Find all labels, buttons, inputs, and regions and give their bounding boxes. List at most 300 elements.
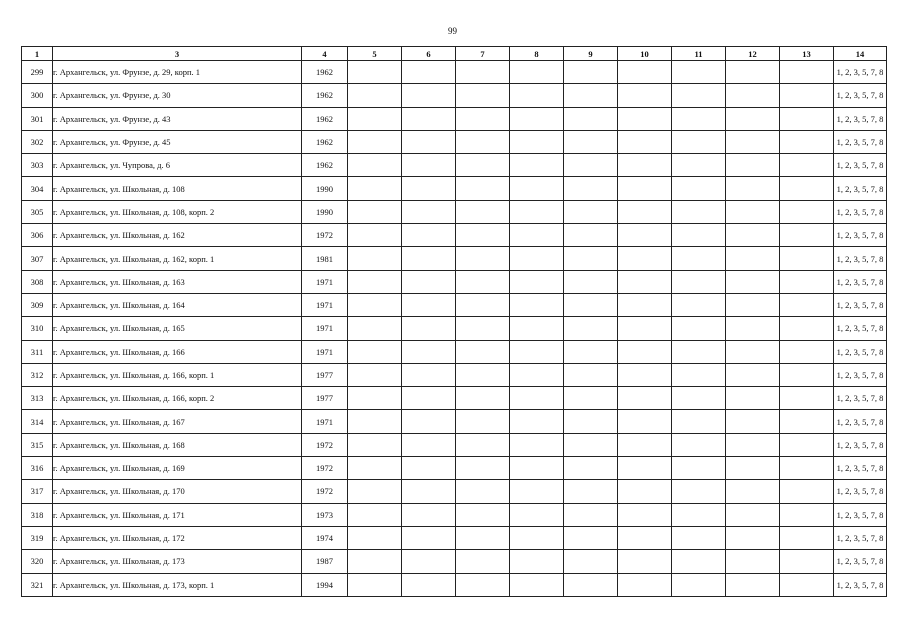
empty-cell [726,177,780,200]
empty-cell [672,200,726,223]
table-row [22,387,887,410]
empty-cell [510,457,564,480]
column-header: 4 [302,47,348,61]
column-header: 9 [564,47,618,61]
notes-cell: 1, 2, 3, 5, 7, 8 [834,317,887,340]
empty-cell [618,503,672,526]
empty-cell [402,84,456,107]
table-row [22,154,887,177]
year-cell: 1962 [302,107,348,130]
empty-cell [780,107,834,130]
empty-cell [672,573,726,596]
column-header: 8 [510,47,564,61]
empty-cell [564,224,618,247]
empty-cell [564,480,618,503]
notes-cell: 1, 2, 3, 5, 7, 8 [834,270,887,293]
year-cell: 1971 [302,340,348,363]
empty-cell [456,247,510,270]
empty-cell [510,550,564,573]
notes-cell: 1, 2, 3, 5, 7, 8 [834,410,887,433]
empty-cell [726,224,780,247]
address-cell: г. Архангельск, ул. Школьная, д. 172 [53,526,302,549]
row-number-cell: 321 [22,573,53,596]
empty-cell [402,340,456,363]
column-header: 10 [618,47,672,61]
column-header: 6 [402,47,456,61]
empty-cell [726,293,780,316]
empty-cell [672,107,726,130]
table-row [22,526,887,549]
empty-cell [510,200,564,223]
notes-cell: 1, 2, 3, 5, 7, 8 [834,154,887,177]
empty-cell [510,573,564,596]
notes-cell: 1, 2, 3, 5, 7, 8 [834,293,887,316]
table-body [22,61,887,597]
row-number-cell: 312 [22,363,53,386]
empty-cell [456,340,510,363]
empty-cell [726,130,780,153]
empty-cell [726,200,780,223]
empty-cell [672,503,726,526]
empty-cell [510,270,564,293]
empty-cell [618,200,672,223]
empty-cell [726,550,780,573]
empty-cell [672,410,726,433]
empty-cell [618,270,672,293]
year-cell: 1972 [302,433,348,456]
notes-cell: 1, 2, 3, 5, 7, 8 [834,526,887,549]
table-row [22,363,887,386]
year-cell: 1962 [302,154,348,177]
empty-cell [672,457,726,480]
empty-cell [780,293,834,316]
column-header: 1 [22,47,53,61]
empty-cell [456,154,510,177]
year-cell: 1973 [302,503,348,526]
empty-cell [618,177,672,200]
empty-cell [564,340,618,363]
empty-cell [510,61,564,84]
empty-cell [348,480,402,503]
empty-cell [456,573,510,596]
empty-cell [780,410,834,433]
table-row [22,293,887,316]
address-cell: г. Архангельск, ул. Школьная, д. 167 [53,410,302,433]
empty-cell [780,503,834,526]
empty-cell [564,154,618,177]
empty-cell [726,457,780,480]
empty-cell [564,317,618,340]
empty-cell [618,130,672,153]
column-header: 14 [834,47,887,61]
empty-cell [348,293,402,316]
empty-cell [510,154,564,177]
table-row [22,270,887,293]
table-row [22,340,887,363]
empty-cell [510,526,564,549]
notes-cell: 1, 2, 3, 5, 7, 8 [834,84,887,107]
table-row [22,433,887,456]
empty-cell [348,177,402,200]
table-row [22,410,887,433]
row-number-cell: 317 [22,480,53,503]
empty-cell [510,503,564,526]
empty-cell [618,387,672,410]
empty-cell [618,293,672,316]
empty-cell [456,107,510,130]
table-row [22,61,887,84]
row-number-cell: 318 [22,503,53,526]
empty-cell [564,177,618,200]
address-cell: г. Архангельск, ул. Фрунзе, д. 43 [53,107,302,130]
empty-cell [402,503,456,526]
empty-cell [672,270,726,293]
empty-cell [618,154,672,177]
address-cell: г. Архангельск, ул. Школьная, д. 169 [53,457,302,480]
year-cell: 1987 [302,550,348,573]
address-cell: г. Архангельск, ул. Чупрова, д. 6 [53,154,302,177]
empty-cell [348,317,402,340]
year-cell: 1994 [302,573,348,596]
empty-cell [510,130,564,153]
empty-cell [564,387,618,410]
row-number-cell: 300 [22,84,53,107]
address-cell: г. Архангельск, ул. Школьная, д. 166, корп. 1 [53,363,302,386]
empty-cell [564,363,618,386]
table-row [22,130,887,153]
notes-cell: 1, 2, 3, 5, 7, 8 [834,480,887,503]
empty-cell [672,340,726,363]
empty-cell [348,387,402,410]
empty-cell [618,247,672,270]
empty-cell [402,293,456,316]
empty-cell [672,224,726,247]
year-cell: 1971 [302,410,348,433]
empty-cell [618,61,672,84]
empty-cell [672,61,726,84]
empty-cell [726,270,780,293]
table-row [22,177,887,200]
year-cell: 1972 [302,480,348,503]
empty-cell [618,457,672,480]
empty-cell [564,410,618,433]
empty-cell [780,480,834,503]
empty-cell [402,130,456,153]
empty-cell [510,433,564,456]
year-cell: 1971 [302,293,348,316]
column-header: 13 [780,47,834,61]
table-row [22,224,887,247]
notes-cell: 1, 2, 3, 5, 7, 8 [834,247,887,270]
empty-cell [456,410,510,433]
column-header: 11 [672,47,726,61]
row-number-cell: 309 [22,293,53,316]
empty-cell [456,457,510,480]
table-row [22,200,887,223]
address-cell: г. Архангельск, ул. Школьная, д. 162 [53,224,302,247]
year-cell: 1971 [302,317,348,340]
empty-cell [348,410,402,433]
empty-cell [672,177,726,200]
table-row [22,457,887,480]
empty-cell [672,526,726,549]
year-cell: 1962 [302,130,348,153]
empty-cell [510,363,564,386]
table-header-row [22,47,887,61]
empty-cell [564,550,618,573]
table-row [22,317,887,340]
year-cell: 1972 [302,224,348,247]
table-row [22,84,887,107]
empty-cell [402,387,456,410]
address-cell: г. Архангельск, ул. Школьная, д. 168 [53,433,302,456]
row-number-cell: 299 [22,61,53,84]
address-cell: г. Архангельск, ул. Школьная, д. 173 [53,550,302,573]
empty-cell [402,457,456,480]
empty-cell [564,293,618,316]
empty-cell [348,200,402,223]
address-cell: г. Архангельск, ул. Школьная, д. 170 [53,480,302,503]
address-cell: г. Архангельск, ул. Школьная, д. 165 [53,317,302,340]
empty-cell [564,130,618,153]
empty-cell [726,387,780,410]
empty-cell [510,107,564,130]
empty-cell [456,317,510,340]
empty-cell [456,433,510,456]
empty-cell [402,154,456,177]
notes-cell: 1, 2, 3, 5, 7, 8 [834,61,887,84]
empty-cell [456,550,510,573]
notes-cell: 1, 2, 3, 5, 7, 8 [834,200,887,223]
table-row [22,503,887,526]
row-number-cell: 315 [22,433,53,456]
address-cell: г. Архангельск, ул. Школьная, д. 166, корп. 2 [53,387,302,410]
empty-cell [510,387,564,410]
empty-cell [726,363,780,386]
empty-cell [780,550,834,573]
empty-cell [348,457,402,480]
notes-cell: 1, 2, 3, 5, 7, 8 [834,550,887,573]
address-cell: г. Архангельск, ул. Школьная, д. 163 [53,270,302,293]
table-row [22,247,887,270]
empty-cell [726,340,780,363]
empty-cell [402,247,456,270]
empty-cell [510,340,564,363]
row-number-cell: 303 [22,154,53,177]
empty-cell [780,270,834,293]
row-number-cell: 313 [22,387,53,410]
year-cell: 1972 [302,457,348,480]
notes-cell: 1, 2, 3, 5, 7, 8 [834,503,887,526]
empty-cell [672,550,726,573]
empty-cell [564,84,618,107]
empty-cell [618,340,672,363]
empty-cell [672,247,726,270]
table-row [22,550,887,573]
empty-cell [672,293,726,316]
empty-cell [726,154,780,177]
empty-cell [672,84,726,107]
empty-cell [564,503,618,526]
row-number-cell: 302 [22,130,53,153]
empty-cell [348,84,402,107]
empty-cell [672,154,726,177]
empty-cell [780,61,834,84]
year-cell: 1981 [302,247,348,270]
empty-cell [402,433,456,456]
empty-cell [780,154,834,177]
empty-cell [456,224,510,247]
notes-cell: 1, 2, 3, 5, 7, 8 [834,177,887,200]
empty-cell [726,107,780,130]
empty-cell [780,526,834,549]
year-cell: 1990 [302,177,348,200]
empty-cell [402,317,456,340]
column-header: 5 [348,47,402,61]
year-cell: 1962 [302,61,348,84]
empty-cell [618,107,672,130]
empty-cell [780,200,834,223]
empty-cell [402,61,456,84]
column-header: 12 [726,47,780,61]
year-cell: 1977 [302,387,348,410]
empty-cell [348,61,402,84]
address-cell: г. Архангельск, ул. Школьная, д. 171 [53,503,302,526]
address-cell: г. Архангельск, ул. Школьная, д. 164 [53,293,302,316]
empty-cell [348,526,402,549]
address-cell: г. Архангельск, ул. Школьная, д. 166 [53,340,302,363]
empty-cell [564,457,618,480]
empty-cell [510,293,564,316]
empty-cell [348,573,402,596]
empty-cell [726,503,780,526]
empty-cell [456,503,510,526]
notes-cell: 1, 2, 3, 5, 7, 8 [834,130,887,153]
notes-cell: 1, 2, 3, 5, 7, 8 [834,433,887,456]
empty-cell [348,503,402,526]
empty-cell [402,480,456,503]
empty-cell [726,317,780,340]
notes-cell: 1, 2, 3, 5, 7, 8 [834,363,887,386]
empty-cell [726,433,780,456]
empty-cell [672,130,726,153]
empty-cell [672,433,726,456]
address-cell: г. Архангельск, ул. Школьная, д. 162, корп. 1 [53,247,302,270]
empty-cell [348,270,402,293]
empty-cell [456,526,510,549]
empty-cell [780,340,834,363]
empty-cell [348,224,402,247]
empty-cell [618,84,672,107]
empty-cell [348,107,402,130]
row-number-cell: 316 [22,457,53,480]
empty-cell [564,107,618,130]
empty-cell [618,480,672,503]
notes-cell: 1, 2, 3, 5, 7, 8 [834,340,887,363]
empty-cell [348,130,402,153]
empty-cell [348,363,402,386]
housing-registry-table [21,46,887,597]
empty-cell [402,224,456,247]
row-number-cell: 307 [22,247,53,270]
empty-cell [618,550,672,573]
empty-cell [564,526,618,549]
empty-cell [618,573,672,596]
row-number-cell: 308 [22,270,53,293]
empty-cell [780,433,834,456]
empty-cell [780,177,834,200]
empty-cell [564,61,618,84]
empty-cell [780,84,834,107]
empty-cell [672,480,726,503]
empty-cell [780,224,834,247]
row-number-cell: 310 [22,317,53,340]
empty-cell [564,573,618,596]
empty-cell [780,130,834,153]
year-cell: 1974 [302,526,348,549]
empty-cell [618,224,672,247]
empty-cell [564,433,618,456]
empty-cell [348,247,402,270]
notes-cell: 1, 2, 3, 5, 7, 8 [834,107,887,130]
empty-cell [672,387,726,410]
empty-cell [618,433,672,456]
empty-cell [456,270,510,293]
row-number-cell: 301 [22,107,53,130]
row-number-cell: 320 [22,550,53,573]
empty-cell [510,247,564,270]
table-row [22,107,887,130]
empty-cell [780,573,834,596]
year-cell: 1990 [302,200,348,223]
notes-cell: 1, 2, 3, 5, 7, 8 [834,387,887,410]
empty-cell [564,270,618,293]
address-cell: г. Архангельск, ул. Школьная, д. 108 [53,177,302,200]
address-cell: г. Архангельск, ул. Фрунзе, д. 29, корп. 1 [53,61,302,84]
empty-cell [618,317,672,340]
table-row [22,480,887,503]
address-cell: г. Архангельск, ул. Школьная, д. 173, корп. 1 [53,573,302,596]
empty-cell [456,387,510,410]
notes-cell: 1, 2, 3, 5, 7, 8 [834,573,887,596]
empty-cell [726,247,780,270]
year-cell: 1962 [302,84,348,107]
empty-cell [510,480,564,503]
empty-cell [672,317,726,340]
row-number-cell: 311 [22,340,53,363]
empty-cell [618,363,672,386]
empty-cell [726,84,780,107]
empty-cell [456,200,510,223]
empty-cell [564,200,618,223]
empty-cell [402,177,456,200]
empty-cell [348,433,402,456]
empty-cell [726,573,780,596]
empty-cell [456,363,510,386]
notes-cell: 1, 2, 3, 5, 7, 8 [834,224,887,247]
empty-cell [456,177,510,200]
empty-cell [510,317,564,340]
empty-cell [402,550,456,573]
empty-cell [510,177,564,200]
empty-cell [726,61,780,84]
empty-cell [456,293,510,316]
empty-cell [402,270,456,293]
empty-cell [348,154,402,177]
row-number-cell: 305 [22,200,53,223]
empty-cell [726,410,780,433]
empty-cell [402,363,456,386]
